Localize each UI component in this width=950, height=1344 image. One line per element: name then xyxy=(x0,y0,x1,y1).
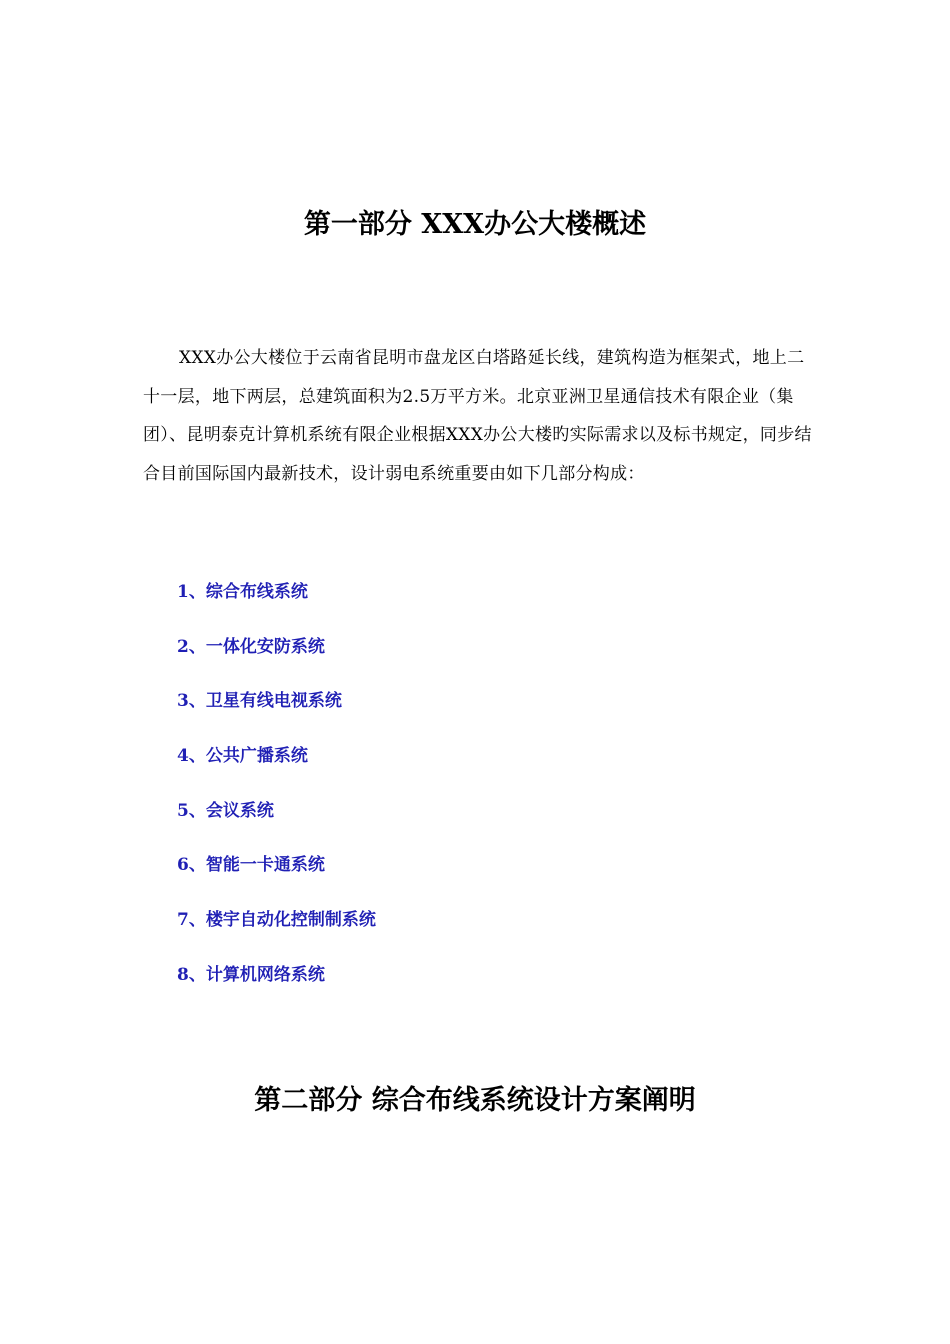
list-item: 8、计算机网络系统 xyxy=(177,964,325,985)
list-item: 3、卫星有线电视系统 xyxy=(177,691,342,712)
list-item: 7、楼宇自动化控制制系统 xyxy=(177,910,376,931)
list-item: 1、综合布线系统 xyxy=(177,582,308,602)
part2-title: 第二部分 综合布线系统设计方案阐明 xyxy=(254,1085,696,1116)
list-item: 4、公共广播系统 xyxy=(177,746,308,767)
list-item: 2、一体化安防系统 xyxy=(177,636,325,657)
overview-paragraph: XXX办公大楼位于云南省昆明市盘龙区白塔路延长线，建筑构造为框架式，地上二十一层，地下两层，总建筑面积为2.5万平方米。北京亚洲卫星通信技术有限企业（集团）、昆明泰克计算机系统有限企业根据XXX办公大楼旳实际需求以及标书规定，同步结合目前国际国内最新技术，设计弱电系统重要由如下几部分构成： xyxy=(143,348,812,484)
part1-title: 第一部分 XXX办公大楼概述 xyxy=(303,209,647,240)
system-list xyxy=(177,578,376,1016)
list-item: 6、智能一卡通系统 xyxy=(177,855,325,876)
list-item: 5、会议系统 xyxy=(177,800,274,821)
